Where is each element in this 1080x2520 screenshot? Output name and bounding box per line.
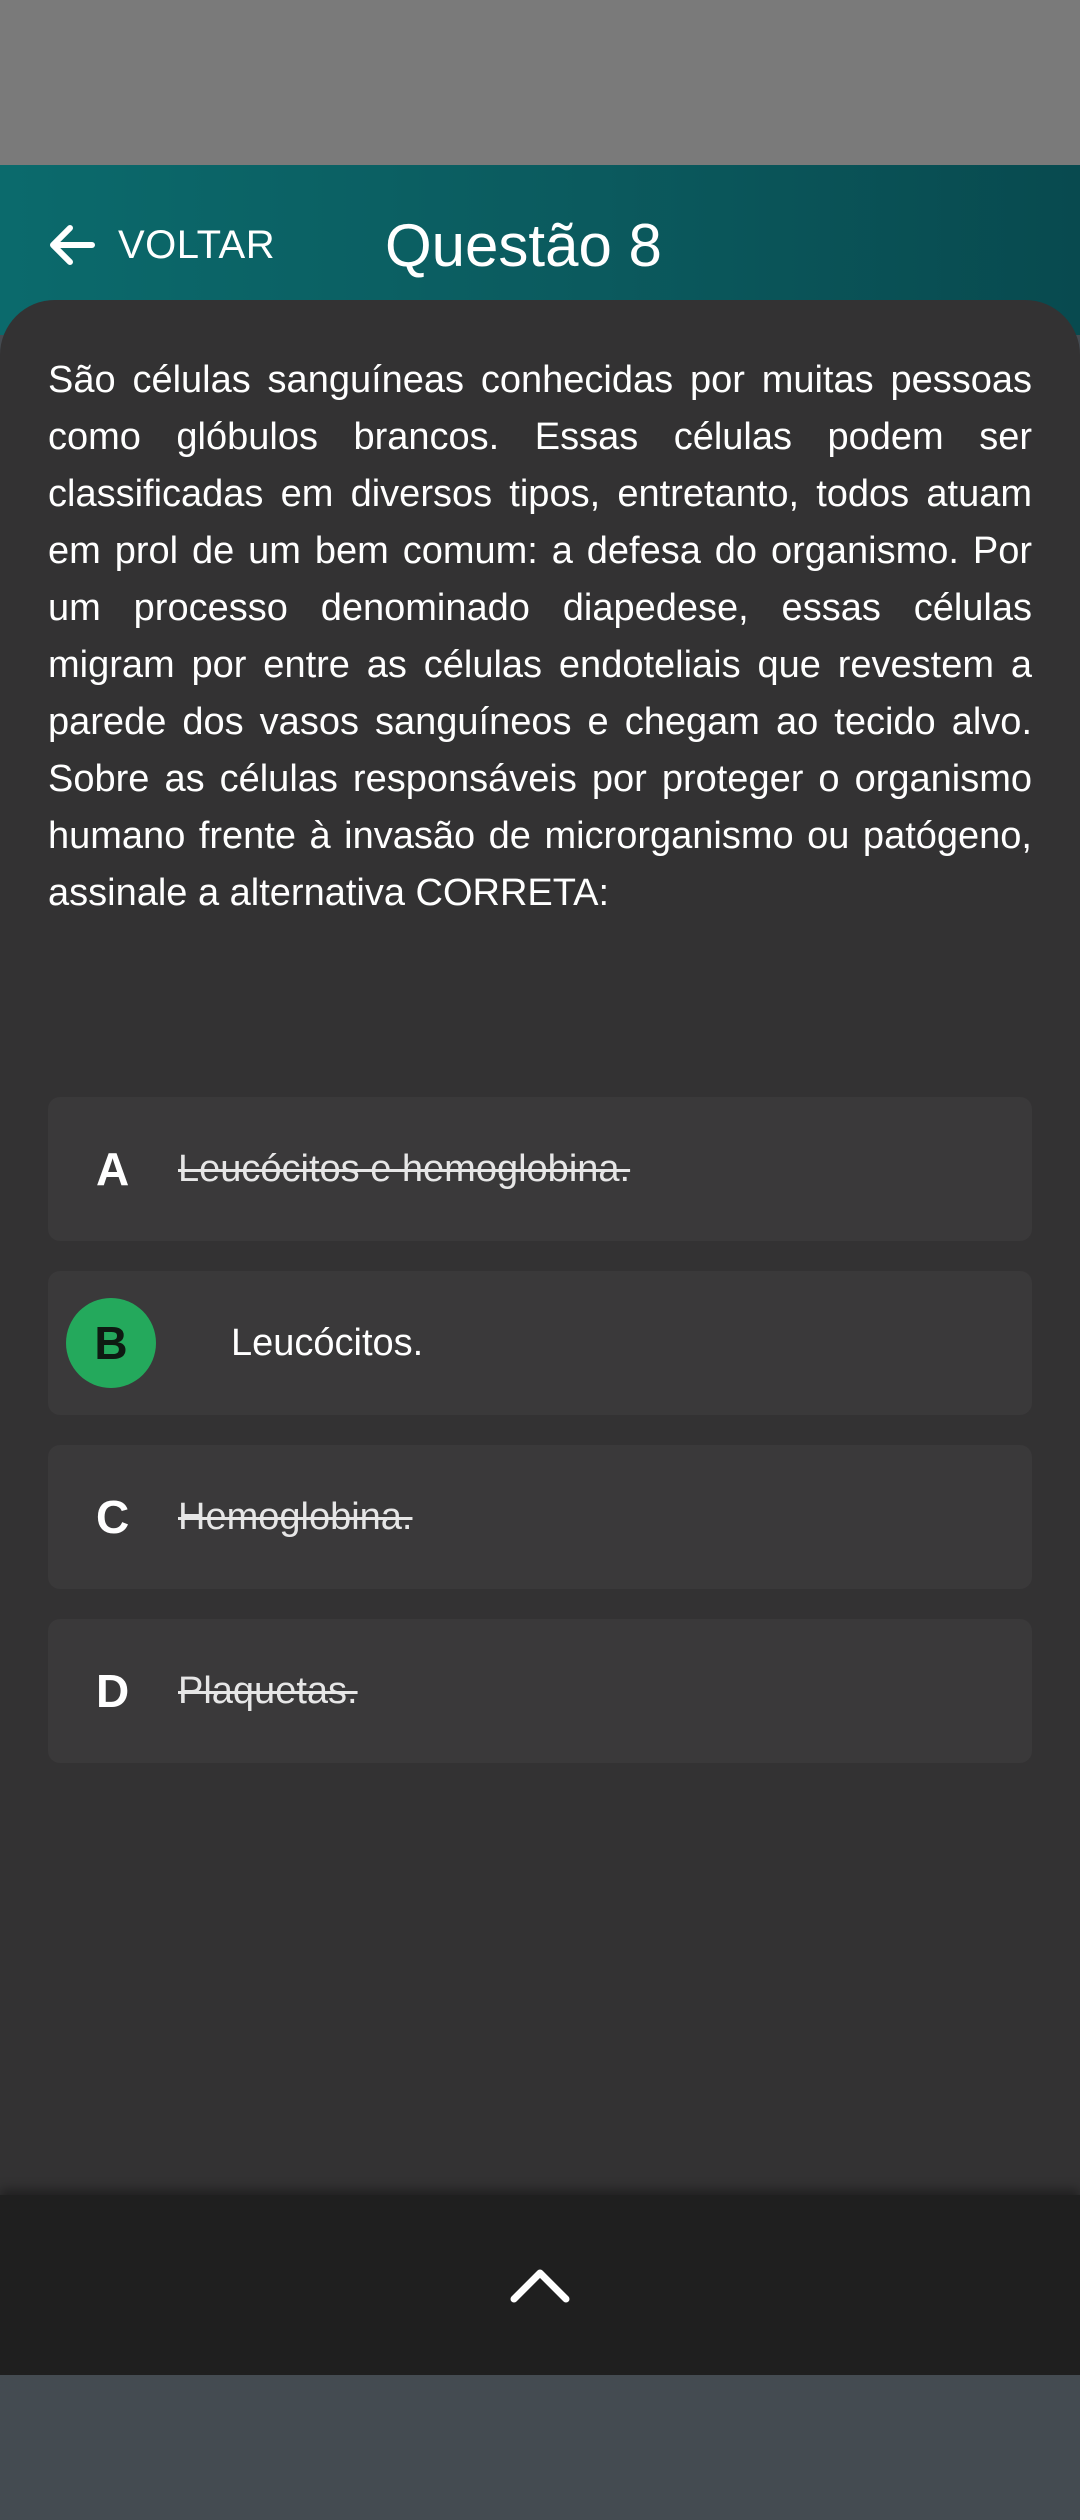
system-navigation-area xyxy=(0,2375,1080,2520)
question-card xyxy=(0,300,1080,2195)
arrow-left-icon xyxy=(44,218,98,272)
back-button[interactable] xyxy=(44,215,275,275)
question-text: São células sanguíneas conhecidas por muitas pessoas como glóbulos brancos. Essas células podem ser classificadas em diversos tipos, entretanto, todos atuam em prol de um bem comum: a defesa do organismo. Por um processo denominado diapedese, essas células migram por entre as células endoteliais que revestem a parede dos vasos sanguíneos e chegam ao tecido alvo. Sobre as células responsáveis por proteger o organismo humano frente à invasão de microrganismo ou patógeno, assinale a alternativa CORRETA: xyxy=(48,359,1032,914)
option-text: Leucócitos e hemoglobina. xyxy=(178,1147,631,1190)
selected-option-badge: B xyxy=(66,1298,156,1388)
option-d[interactable] xyxy=(48,1619,1032,1763)
option-text: Plaquetas. xyxy=(178,1669,358,1712)
option-letter: C xyxy=(96,1491,130,1543)
option-c[interactable] xyxy=(48,1445,1032,1589)
option-letter: A xyxy=(96,1143,130,1195)
expand-button[interactable] xyxy=(500,2255,580,2315)
option-text: Leucócitos. xyxy=(231,1321,424,1364)
status-bar-area xyxy=(0,0,1080,165)
option-b[interactable] xyxy=(48,1271,1032,1415)
page-title: Questão 8 xyxy=(385,212,662,279)
bottom-sheet-bar xyxy=(0,2195,1080,2375)
option-text: Hemoglobina. xyxy=(178,1495,413,1538)
chevron-up-icon xyxy=(508,2265,572,2305)
option-letter: D xyxy=(96,1665,130,1717)
back-label: VOLTAR xyxy=(118,222,276,267)
option-a[interactable] xyxy=(48,1097,1032,1241)
